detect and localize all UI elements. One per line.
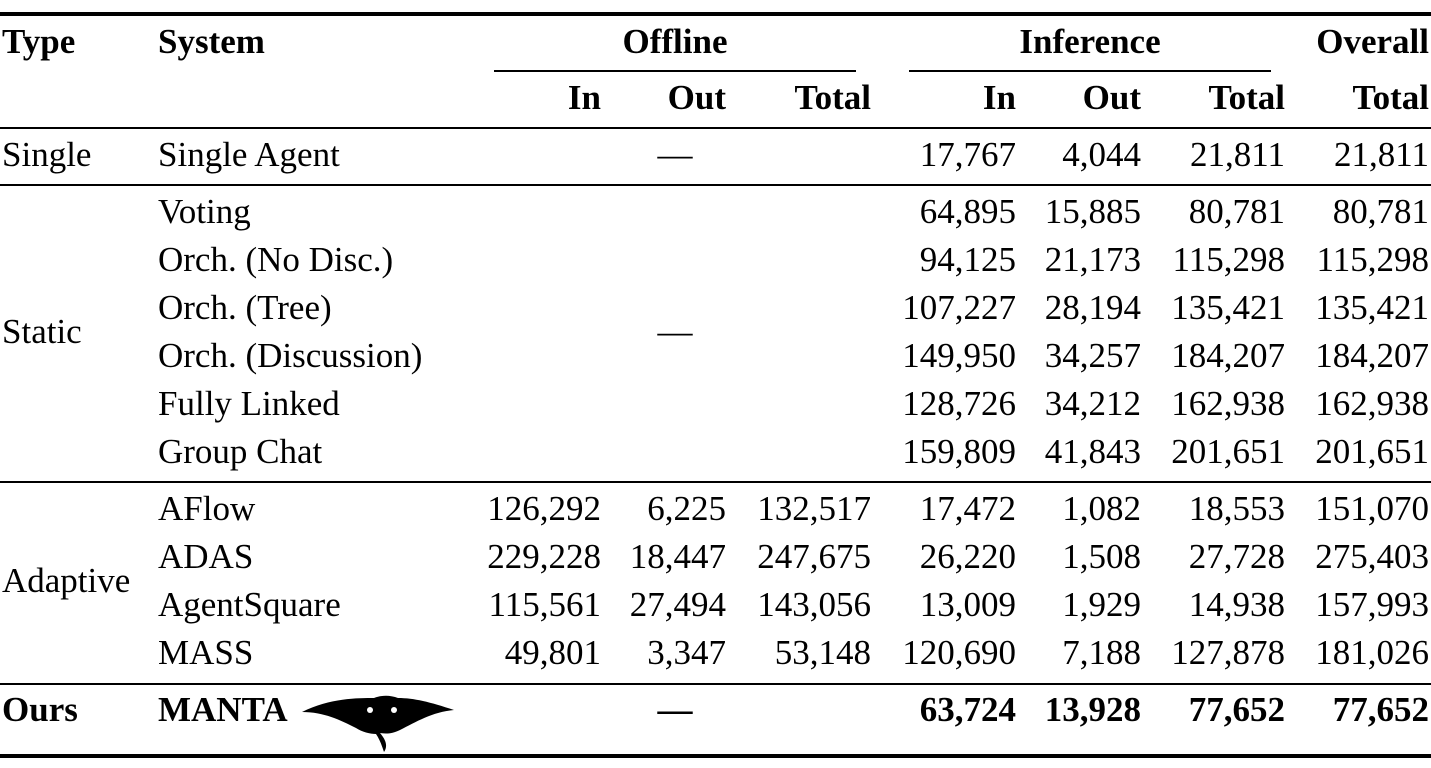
- system-name: MANTA: [158, 690, 288, 729]
- overall-cell: 157,993: [1315, 585, 1429, 624]
- overall-cell: 80,781: [1332, 192, 1429, 231]
- inference-cell: 18,553: [1188, 489, 1285, 528]
- inference-cell: 63,724: [919, 690, 1016, 729]
- system-name: Voting: [158, 192, 251, 231]
- inference-cell: 17,472: [919, 489, 1016, 528]
- inference-cell: 149,950: [902, 336, 1016, 375]
- inference-cell: 201,651: [1171, 432, 1285, 471]
- header-offline: Offline: [622, 22, 728, 61]
- offline-cell: 115,561: [488, 585, 601, 624]
- offline-dash: —: [657, 690, 693, 729]
- system-name: Orch. (Tree): [158, 288, 332, 327]
- inference-cell: 1,929: [1062, 585, 1141, 624]
- inference-cell: 1,082: [1062, 489, 1141, 528]
- inference-cell: 26,220: [919, 537, 1016, 576]
- inference-cell: 120,690: [902, 633, 1016, 672]
- group-type-label: Ours: [2, 690, 78, 729]
- single-rule: [0, 184, 1431, 186]
- group-type-label: Static: [2, 312, 82, 351]
- subheader-inference-out: Out: [1082, 78, 1141, 117]
- header-type: Type: [2, 22, 76, 61]
- subheader-offline-out: Out: [667, 78, 726, 117]
- inference-cell: 21,811: [1190, 135, 1285, 174]
- subheader-inference-in: In: [982, 78, 1016, 117]
- inference-cell: 21,173: [1044, 240, 1141, 279]
- inference-cell: 159,809: [902, 432, 1016, 471]
- offline-cell: 229,228: [487, 537, 601, 576]
- offline-cell: 53,148: [774, 633, 871, 672]
- overall-cell: 201,651: [1315, 432, 1429, 471]
- overall-cell: 21,811: [1334, 135, 1429, 174]
- system-name: AgentSquare: [158, 585, 341, 624]
- inference-cell: 127,878: [1171, 633, 1285, 672]
- offline-cell: 126,292: [487, 489, 601, 528]
- inference-cell: 13,009: [919, 585, 1016, 624]
- static-rule: [0, 481, 1431, 483]
- inference-cell: 27,728: [1188, 537, 1285, 576]
- inference-cell: 17,767: [919, 135, 1016, 174]
- system-name: Orch. (No Disc.): [158, 240, 394, 279]
- offline-dash: —: [657, 312, 693, 351]
- top-rule: [0, 12, 1431, 16]
- inference-cell: 77,652: [1188, 690, 1285, 729]
- offline-cell: 6,225: [647, 489, 726, 528]
- offline-cell: 27,494: [629, 585, 726, 624]
- inference-cell: 14,938: [1188, 585, 1285, 624]
- manta-ray-icon: [300, 686, 458, 754]
- inference-cell: 41,843: [1044, 432, 1141, 471]
- overall-cell: 77,652: [1332, 690, 1429, 729]
- inference-cell: 34,212: [1044, 384, 1141, 423]
- inference-cell: 1,508: [1062, 537, 1141, 576]
- offline-cmidrule: [494, 70, 856, 72]
- offline-cell: 18,447: [629, 537, 726, 576]
- offline-cell: 49,801: [504, 633, 601, 672]
- inference-cell: 135,421: [1171, 288, 1285, 327]
- offline-cell: 3,347: [647, 633, 726, 672]
- inference-cell: 15,885: [1044, 192, 1141, 231]
- system-name: Orch. (Discussion): [158, 336, 423, 375]
- group-type-label: Adaptive: [2, 561, 131, 600]
- inference-cell: 13,928: [1044, 690, 1141, 729]
- inference-cell: 64,895: [919, 192, 1016, 231]
- overall-cell: 135,421: [1315, 288, 1429, 327]
- inference-cell: 28,194: [1044, 288, 1141, 327]
- offline-cell: 247,675: [757, 537, 871, 576]
- system-name: AFlow: [158, 489, 256, 528]
- header-overall: Overall: [1316, 22, 1429, 61]
- inference-cell: 162,938: [1171, 384, 1285, 423]
- system-name: Fully Linked: [158, 384, 340, 423]
- system-name: Group Chat: [158, 432, 323, 471]
- offline-dash: —: [657, 135, 693, 174]
- offline-cell: 132,517: [757, 489, 871, 528]
- inference-cell: 94,125: [919, 240, 1016, 279]
- adaptive-rule: [0, 683, 1431, 685]
- subheader-overall-total: Total: [1352, 78, 1429, 117]
- inference-cell: 115,298: [1172, 240, 1285, 279]
- inference-cell: 4,044: [1062, 135, 1141, 174]
- subheader-inference-total: Total: [1208, 78, 1285, 117]
- subheader-offline-total: Total: [794, 78, 871, 117]
- group-type-label: Single: [2, 135, 92, 174]
- overall-cell: 115,298: [1316, 240, 1429, 279]
- overall-cell: 275,403: [1315, 537, 1429, 576]
- offline-cell: 143,056: [757, 585, 871, 624]
- system-name: Single Agent: [158, 135, 340, 174]
- header-rule: [0, 127, 1431, 129]
- inference-cell: 128,726: [902, 384, 1016, 423]
- inference-cell: 107,227: [902, 288, 1016, 327]
- inference-cell: 80,781: [1188, 192, 1285, 231]
- inference-cell: 7,188: [1062, 633, 1141, 672]
- inference-cell: 184,207: [1171, 336, 1285, 375]
- overall-cell: 151,070: [1315, 489, 1429, 528]
- system-name: ADAS: [158, 537, 254, 576]
- bottom-rule: [0, 754, 1431, 758]
- overall-cell: 162,938: [1315, 384, 1429, 423]
- header-inference: Inference: [1019, 22, 1161, 61]
- overall-cell: 181,026: [1315, 633, 1429, 672]
- inference-cmidrule: [909, 70, 1271, 72]
- inference-cell: 34,257: [1044, 336, 1141, 375]
- system-name: MASS: [158, 633, 254, 672]
- subheader-offline-in: In: [567, 78, 601, 117]
- header-system: System: [158, 22, 265, 61]
- overall-cell: 184,207: [1315, 336, 1429, 375]
